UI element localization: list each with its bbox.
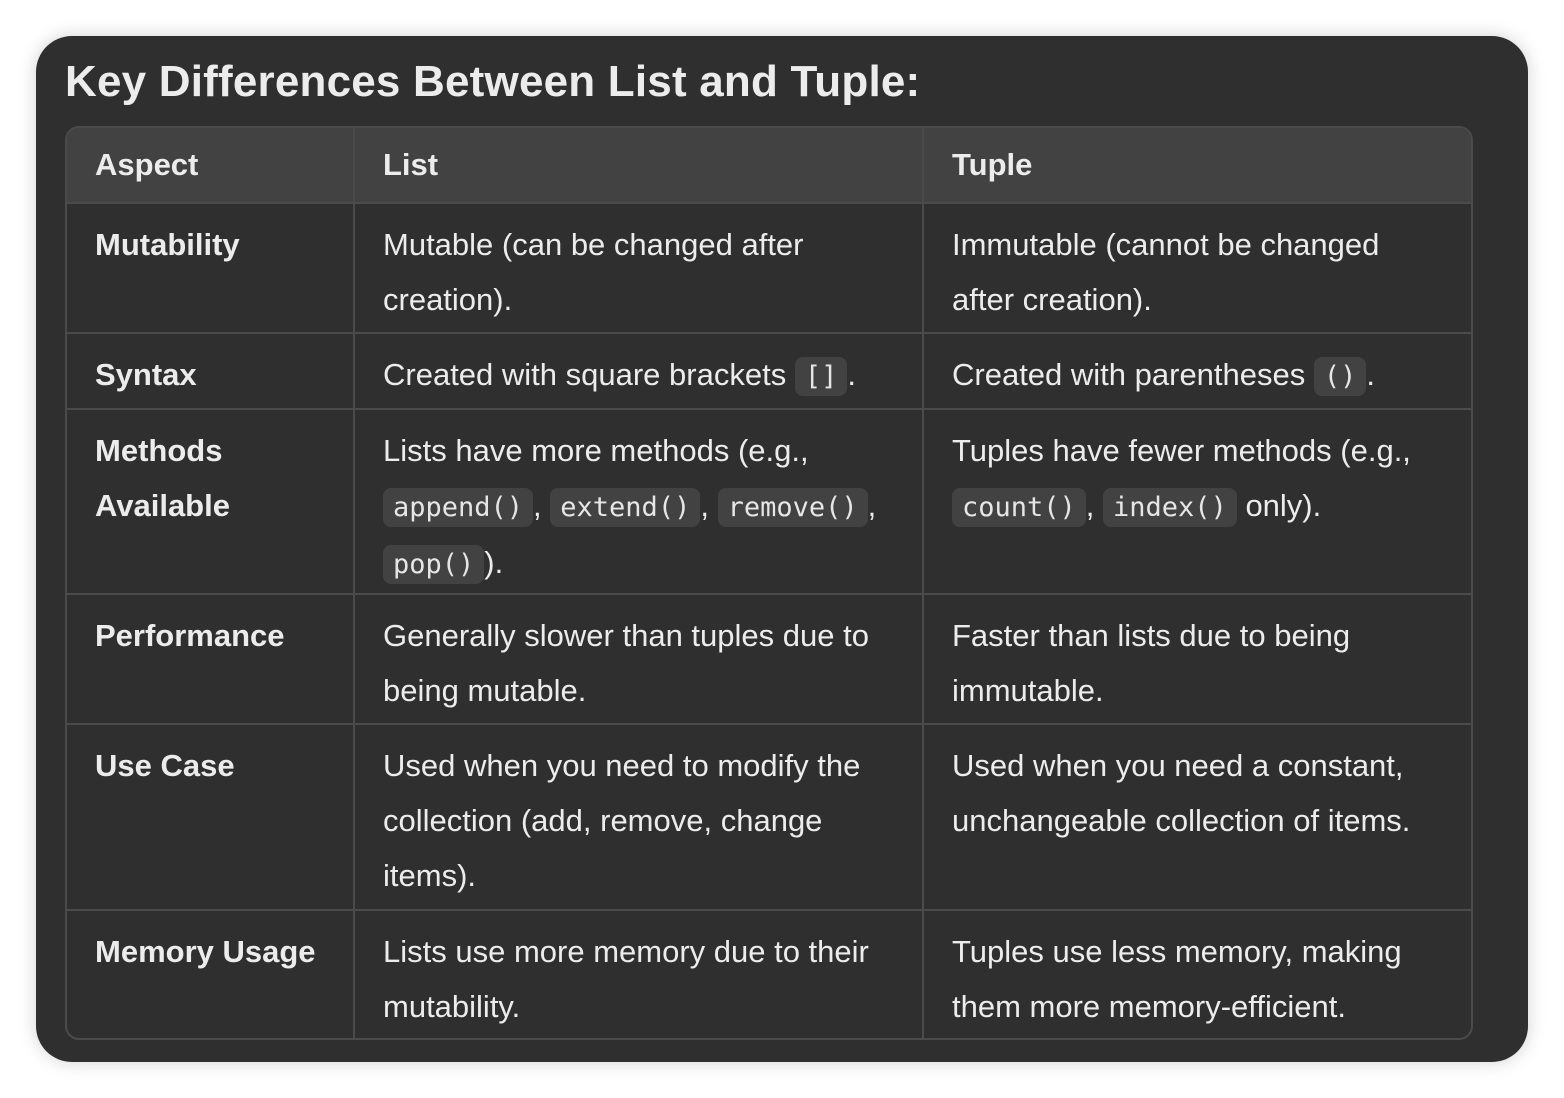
aspect-cell: Memory Usage	[67, 910, 354, 1040]
aspect-cell: Performance	[67, 594, 354, 724]
list-cell: Generally slower than tuples due to being mutable.	[354, 594, 923, 724]
inline-code: pop()	[383, 545, 484, 584]
comparison-table	[67, 128, 1471, 1040]
tuple-cell: Immutable (cannot be changed after creation).	[923, 203, 1471, 333]
list-cell: Used when you need to modify the collection (add, remove, change items).	[354, 724, 923, 910]
cell-text: .	[1366, 357, 1376, 392]
cell-text: Created with square brackets	[383, 357, 795, 392]
list-cell: Mutable (can be changed after creation).	[354, 203, 923, 333]
table-header-row	[67, 128, 1471, 203]
tuple-cell: Faster than lists due to being immutable.	[923, 594, 1471, 724]
cell-text: .	[847, 357, 856, 392]
section-heading: Key Differences Between List and Tuple:	[65, 57, 921, 106]
comparison-table-container	[65, 126, 1473, 1040]
table-row	[67, 594, 1471, 724]
list-cell	[354, 409, 923, 594]
cell-text: Tuples have fewer methods (e.g.,	[952, 433, 1411, 468]
inline-code: []	[795, 357, 848, 396]
inline-code: count()	[952, 488, 1086, 527]
inline-code: ()	[1314, 357, 1367, 396]
table-row	[67, 409, 1471, 594]
separator: ,	[1085, 488, 1104, 523]
header-aspect: Aspect	[67, 128, 354, 203]
cell-text: Lists have more methods (e.g.,	[383, 433, 809, 468]
inline-code: index()	[1103, 488, 1237, 527]
content-card	[36, 36, 1528, 1062]
list-cell: Lists use more memory due to their mutability.	[354, 910, 923, 1040]
header-list: List	[354, 128, 923, 203]
table-row	[67, 724, 1471, 910]
separator: ,	[700, 488, 718, 523]
separator: ,	[533, 488, 551, 523]
inline-code: remove()	[718, 488, 868, 527]
list-cell	[354, 333, 923, 409]
tuple-cell: Used when you need a constant, unchangeable collection of items.	[923, 724, 1471, 910]
inline-code: append()	[383, 488, 533, 527]
tuple-cell: Tuples use less memory, making them more memory-efficient.	[923, 910, 1471, 1040]
cell-text: Created with parentheses	[952, 357, 1314, 392]
header-tuple: Tuple	[923, 128, 1471, 203]
inline-code: extend()	[550, 488, 700, 527]
table-row	[67, 203, 1471, 333]
cell-text: ).	[484, 545, 504, 580]
aspect-cell: Syntax	[67, 333, 354, 409]
table-row	[67, 333, 1471, 409]
tuple-cell	[923, 409, 1471, 594]
table-row	[67, 910, 1471, 1040]
cell-text: only).	[1236, 488, 1322, 523]
separator: ,	[867, 488, 877, 523]
tuple-cell	[923, 333, 1471, 409]
aspect-cell: Methods Available	[67, 409, 354, 594]
aspect-cell: Mutability	[67, 203, 354, 333]
aspect-cell: Use Case	[67, 724, 354, 910]
